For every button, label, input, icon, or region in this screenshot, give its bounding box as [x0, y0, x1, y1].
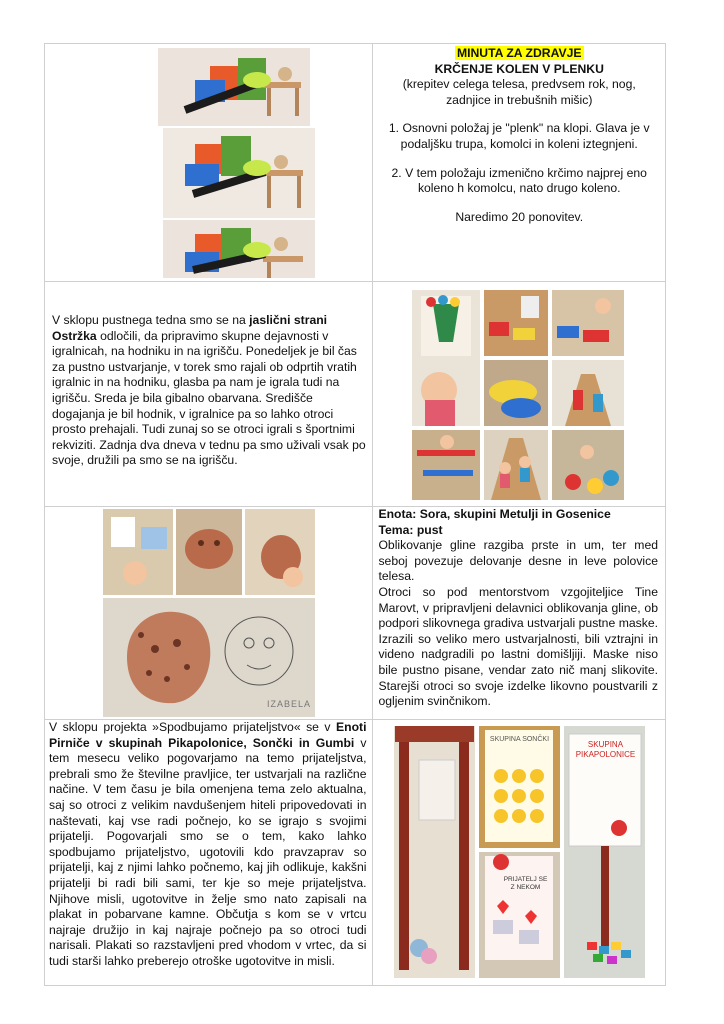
content-table: [44, 43, 666, 986]
friendship-text-bold: Enoti Pirniče v skupinah Pikapolonice, Sončki in Gumbi: [49, 720, 367, 750]
friendship-text-cell: [45, 720, 373, 985]
collage-photo-playroom: [484, 290, 548, 356]
exercise-text-cell: [373, 44, 666, 281]
section-title: MINUTA ZA ZDRAVJE: [456, 46, 582, 60]
exercise-photo-2: [163, 128, 315, 218]
clay-photo-workshop: [103, 509, 173, 595]
exercise-photos: [45, 44, 373, 281]
friendship-text-rest: v tem mesecu veliko pogovarjamo na temo prijateljstva, prebrali smo že številne pravljice, ter ustvarjali na različne načine. V tem času je bila omenjena tema zelo aktualna, saj so otroci z velikim navdušenjem hiteli pripovedovati in naštevati, kaj vse radi počnejo, ko se igrajo s svojimi prijatelji. Pogovarjali smo se o tem, kako lahko spodbujamo prijateljstvo, ugotovili kdo pravzaprav so prijatelji, kaj z njimi lahko počnemo, kaj jih odlikuje, kakšni prijatelji bi radi bili sami, ter kje so meje prijateljstva. Njihove misli, ugotovitve in želje smo nato zapisali na plakat in pobarvane kamne. Občutja s kom se v vrtcu najraje družijo in kaj najraje počnejo pa so otroci tudi narisali. Plakati so razstavljeni pred vhodom v vrtec, da si tudi starši lahko preberejo otroške ugotovitve in misli.: [49, 735, 367, 968]
poster-photo-prijatelj: [479, 852, 560, 978]
clay-unit-heading: Enota: Sora, skupini Metulji in Gosenice: [378, 507, 611, 521]
collage-photo-hallway: [552, 360, 624, 426]
poster-prijatelj-title: PRIJATELJ SE Z NEKOM: [503, 876, 548, 891]
exercise-description: (krepitev celega telesa, predvsem rok, nog, zadnjice in trebušnih mišic): [402, 77, 636, 107]
friendship-text-start: V sklopu projekta »Spodbujamo prijateljstvo« se v: [49, 720, 337, 734]
clay-mask-photos: [45, 507, 373, 719]
collage-photo-obstacle: [412, 430, 480, 500]
clay-theme-heading: Tema: pust: [378, 522, 443, 537]
collage-photo-corridor-kids: [484, 430, 548, 500]
carnival-text-start: V sklopu pustnega tedna smo se na: [52, 313, 250, 327]
poster-soncki-title: SKUPINA SONČKI: [489, 736, 550, 743]
exercise-step-1: 1. Osnovni položaj je "plenk" na klopi. Glava je v podaljšku trupa, komolci in koleni iztegnjeni.: [388, 121, 650, 151]
carnival-text-cell: [45, 282, 373, 506]
clay-photo-shaping: [176, 509, 242, 595]
exercise-repetitions: Naredimo 20 ponovitev.: [455, 209, 584, 224]
exercise-step-2: 2. V tem položaju izmenično krčimo najprej eno koleno h komolcu, nato drugo koleno.: [391, 165, 647, 196]
row-carnival-week: [44, 281, 666, 506]
exercise-photo-1: [158, 48, 310, 126]
clay-photo-hands: [245, 509, 315, 595]
clay-photos-cell: [45, 507, 373, 719]
carnival-text-rest: odločili, da pripravimo skupne dejavnosti v igralnicah, na hodniku in na igrišču. Ponedeljek je bil čas za pustno ustvarjanje, v torek smo rajali ob odprtih vratih igralnic in na hodniku, glasba pa nam je igrala tudi na igrišču. Sreda je bila gibalno obarvana. Središče dogajanja je bil hodnik, v igralnice pa so lahko otroci prosto prehajali. Tudi zunaj so se otroci igrali s športnimi rekviziti. Zadnja dva dneva v tednu pa smo uživali vsak po svoje, družili pa smo se na igrišču.: [52, 328, 366, 468]
exercise-photo-3: [163, 220, 315, 278]
poster-photo-soncki: [479, 726, 560, 848]
clay-paragraph-2: Otroci so pod mentorstvom vzgojiteljice Tine Marovt, v pripravljeni delavnici oblikovanja gline, ob podpori slikovnega gradiva ustvarjali pustne maske. Izrazili so veliko mero ustvarjalnosti, bili vztrajni in videno nadgradili po lastni domišljiji. Maske niso bile pustno pisane, vendar zato nič manj slikovite. Starejši otroci so svoje izdelke likovno poustvarili z ogljenim svinčnikom.: [378, 584, 658, 709]
collage-photo-painting: [412, 290, 480, 426]
exercise-photos-cell: [45, 44, 373, 281]
carnival-photos-cell: [373, 282, 666, 506]
carnival-photo-collage: [373, 282, 666, 506]
clay-text-cell: [373, 507, 666, 719]
poster-pikapolonice-title: SKUPINA PIKAPOLONICE: [575, 740, 636, 759]
poster-photo-pikapolonice: [564, 726, 645, 978]
clay-photo-label: IZABELA: [267, 699, 312, 709]
row-friendship-project: [44, 719, 666, 986]
collage-photo-tunnel: [484, 360, 548, 426]
clay-paragraph-1: Oblikovanje gline razgiba prste in um, ter med seboj povezuje delovanje desne in leve polovice telesa.: [378, 538, 658, 584]
collage-photo-balls: [552, 430, 624, 500]
row-clay-masks: [44, 506, 666, 719]
exercise-name: KRČENJE KOLEN V PLENKU: [434, 61, 604, 76]
collage-photo-mats: [552, 290, 624, 356]
row-health-minute: [44, 43, 666, 281]
carnival-text-bold: jaslični strani Ostržka: [52, 313, 328, 343]
friendship-photos-cell: [373, 720, 666, 985]
poster-photo-entrance: [394, 726, 475, 978]
